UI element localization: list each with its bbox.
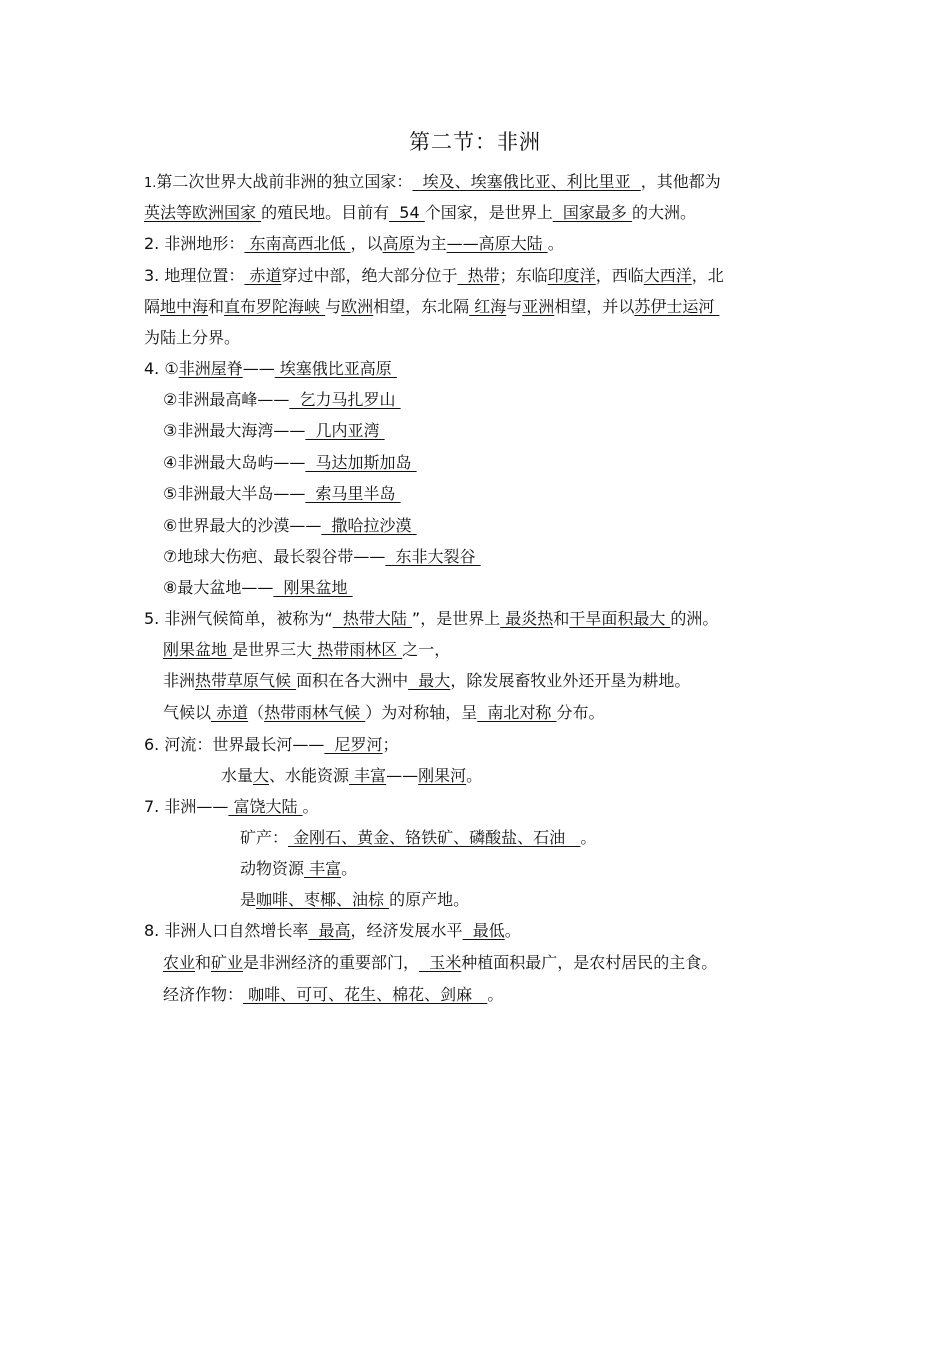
sec8-text: 种植面积最广，是农村居民的主食。 [461,953,718,972]
sec3-line2 [144,296,719,318]
sec3-answer-tropics: 热带 [457,266,500,285]
sec3-text: 3. 地理位置： [144,266,245,285]
sec1-text: 第二次世界大战前非洲的独立国家： [156,172,413,191]
sec2-text: 2. 非洲地形： [144,234,245,253]
sec2-text: ，以 [350,234,383,253]
sec4-answer: 东非大裂谷 [385,547,481,566]
sec3-answer-equator: 赤道 [244,266,282,285]
sec5-answer-hottest: 最炎热 [500,609,554,628]
sec3-answer-mediterranean: 地中海 [160,297,209,316]
sec7-answer-origin-crops: 咖啡、枣椰、油棕 [256,890,390,909]
sec2-answer-terrain: 东南高西北低 [244,234,351,253]
sec6-text: ； [382,735,399,754]
sec1-answer-countries: 埃及、埃塞俄比亚、利比里亚 [412,172,641,191]
sec5-text: （ [248,703,265,722]
sec1-text: 的殖民地。目前有 [261,203,390,222]
sec7-line1 [144,796,319,818]
sec4-item-3 [163,420,385,442]
sec4-item-2 [163,389,401,411]
sec3-text: 隔 [144,297,161,316]
sec7-text: 矿产： [240,828,289,847]
sec4-label: ⑥世界最大的沙漠—— [163,516,322,535]
sec3-text: 和 [208,297,225,316]
sec6-line2 [221,765,482,787]
sec7-text: 的原产地。 [389,890,470,909]
sec5-answer-equator: 赤道 [211,703,249,722]
sec8-text: ，经济发展水平 [350,921,463,940]
sec7-answer-animals: 丰富 [304,859,342,878]
sec3-text: 相望，并以 [554,297,635,316]
sec6-line1 [144,734,399,756]
sec8-text: 。 [504,921,521,940]
sec8-text: 。 [487,985,504,1004]
sec5-text: 非洲 [163,671,196,690]
sec4-answer: 撒哈拉沙漠 [321,516,417,535]
sec8-line1 [144,920,521,942]
sec5-text: 气候以 [163,703,212,722]
sec1-answer-count: 54 [389,203,425,222]
sec5-answer-rainforest: 热带雨林区 [312,640,403,659]
sec5-line4 [163,702,605,724]
sec4-answer: 几内亚湾 [305,421,385,440]
sec7-text: 。 [302,797,319,816]
sec7-text: 。 [580,828,597,847]
sec5-text: 之一， [402,640,451,659]
sec8-text: 8. 非洲人口自然增长率 [144,921,309,940]
sec4-label: ③非洲最大海湾—— [163,421,306,440]
sec6-answer-nile: 尼罗河 [324,735,383,754]
sec5-text: 和 [553,609,570,628]
sec3-answer-asia: 亚洲 [522,297,555,316]
sec4-item-8 [163,577,353,599]
sec3-line3 [144,327,240,349]
sec3-text: ，北 [691,266,724,285]
sec1-answer-most: 国家最多 [552,203,633,222]
sec4-dash: —— [242,359,275,378]
sec6-answer-large: 大 [253,766,270,785]
sec5-text: 面积在各大洲中 [296,671,409,690]
sec4-item-4 [163,452,417,474]
sec5-text: 的洲。 [670,609,719,628]
sec6-answer-rich: 丰富 [349,766,387,785]
sec1-text: ，其他都为 [640,172,721,191]
sec4-answer: 刚果盆地 [273,578,353,597]
sec5-line2 [163,639,450,661]
sec7-line2 [240,827,596,849]
sec8-line3 [163,984,503,1006]
sec3-text: 与 [506,297,523,316]
sec4-label: ⑦地球大伤疤、最长裂谷带—— [163,547,386,566]
sec4-label: ④非洲最大岛屿—— [163,453,306,472]
sec2-line1 [144,233,564,255]
sec7-line3 [240,858,357,880]
sec5-text: ，除发展畜牧业外还开垦为耕地。 [450,671,691,690]
sec8-line2 [163,952,717,974]
sec3-text: 相望，东北隔 [373,297,470,316]
sec3-text: 与 [325,297,342,316]
sec5-text: 是世界三大 [232,640,313,659]
sec5-answer-symmetric: 南北对称 [477,703,557,722]
sec3-answer-gibraltar: 直布罗陀海峡 [224,297,326,316]
sec5-answer-congo-basin: 刚果盆地 [163,640,233,659]
sec1-line2 [144,202,696,224]
sec5-text: 分布。 [556,703,605,722]
sec4-term: 非洲屋脊 [178,359,243,378]
sec8-answer-corn: 玉米 [419,953,462,972]
sec4-label: 4. ① [144,359,179,378]
sec1-text: 个国家，是世界上 [424,203,553,222]
sec3-text: 穿过中部，绝大部分位于 [281,266,458,285]
sec8-answer-agriculture: 农业 [163,953,196,972]
sec5-answer-tropical-continent: 热带大陆 [332,609,412,628]
sec4-label: ②非洲最高峰—— [163,390,290,409]
sec8-answer-highest: 最高 [308,921,351,940]
sec3-answer-europe: 欧洲 [341,297,374,316]
sec8-text: 经济作物： [163,985,244,1004]
sec5-answer-rainforest-climate: 热带雨林气候 [264,703,366,722]
sec1-text: 的大洲。 [632,203,697,222]
sec5-answer-arid: 干旱面积最大 [569,609,671,628]
sec4-label: ⑤非洲最大半岛—— [163,484,306,503]
sec6-text: 。 [466,766,483,785]
sec6-answer-congo-river: 刚果河 [418,766,467,785]
sec4-answer: 索马里半岛 [305,484,401,503]
sec5-answer-largest: 最大 [408,671,451,690]
sec3-text: ，西临 [595,266,644,285]
sec4-answer: 马达加斯加岛 [305,453,417,472]
sec7-text: 7. 非洲—— [144,797,229,816]
sec6-dash: —— [386,766,419,785]
sec4-item-5 [163,483,401,505]
sec4-answer: 乞力马扎罗山 [289,390,401,409]
sec6-text: 水量 [221,766,254,785]
sec1-answer-colonizers: 英法等欧洲国家 [144,203,262,222]
sec8-text: 是非洲经济的重要部门， [243,953,420,972]
sec7-text: 是 [240,890,257,909]
sec4-label: ⑧最大盆地—— [163,578,274,597]
sec4-answer: 埃塞俄比亚高原 [274,359,397,378]
sec2-text: 。 [547,234,564,253]
sec3-text: 为陆上分界。 [144,328,241,347]
sec3-answer-indian-ocean: 印度洋 [547,266,596,285]
sec4-item-6 [163,515,417,537]
sec8-answer-mining: 矿业 [211,953,244,972]
sec4-item-7 [163,546,481,568]
sec8-answer-lowest: 最低 [462,921,505,940]
sec5-answer-savanna: 热带草原气候 [195,671,297,690]
sec7-answer-minerals: 金刚石、黄金、铬铁矿、磷酸盐、石油 [288,828,581,847]
page-title: 第二节：非洲 [409,130,541,154]
sec2-answer-continent: ——高原大陆 [446,234,548,253]
sec5-text: ”，是世界上 [411,609,501,628]
sec3-line1 [144,265,724,287]
sec5-line3 [163,670,690,692]
sec6-text: 、水能资源 [269,766,350,785]
sec3-answer-suez: 苏伊士运河 [634,297,720,316]
sec5-line1 [144,608,718,630]
sec8-answer-cash-crops: 咖啡、可可、花生、棉花、剑麻 [243,985,488,1004]
sec7-text: 。 [341,859,358,878]
sec6-text: 6. 河流：世界最长河—— [144,735,325,754]
sec7-text: 动物资源 [240,859,305,878]
sec8-text: 和 [195,953,212,972]
sec2-text: 为主 [414,234,447,253]
sec2-answer-plateau: 高原 [382,234,415,253]
sec3-text: ；东临 [499,266,548,285]
sec5-text: 5. 非洲气候简单，被称为“ [144,609,333,628]
sec7-line4 [240,889,469,911]
sec3-answer-red-sea: 红海 [469,297,507,316]
sec3-answer-atlantic: 大西洋 [643,266,692,285]
sec1-number: 1. [144,176,157,191]
sec5-text: ）为对称轴，呈 [365,703,478,722]
sec7-answer-rich-continent: 富饶大陆 [228,797,303,816]
sec4-item-1 [144,358,397,380]
sec1-line1 [144,171,721,195]
